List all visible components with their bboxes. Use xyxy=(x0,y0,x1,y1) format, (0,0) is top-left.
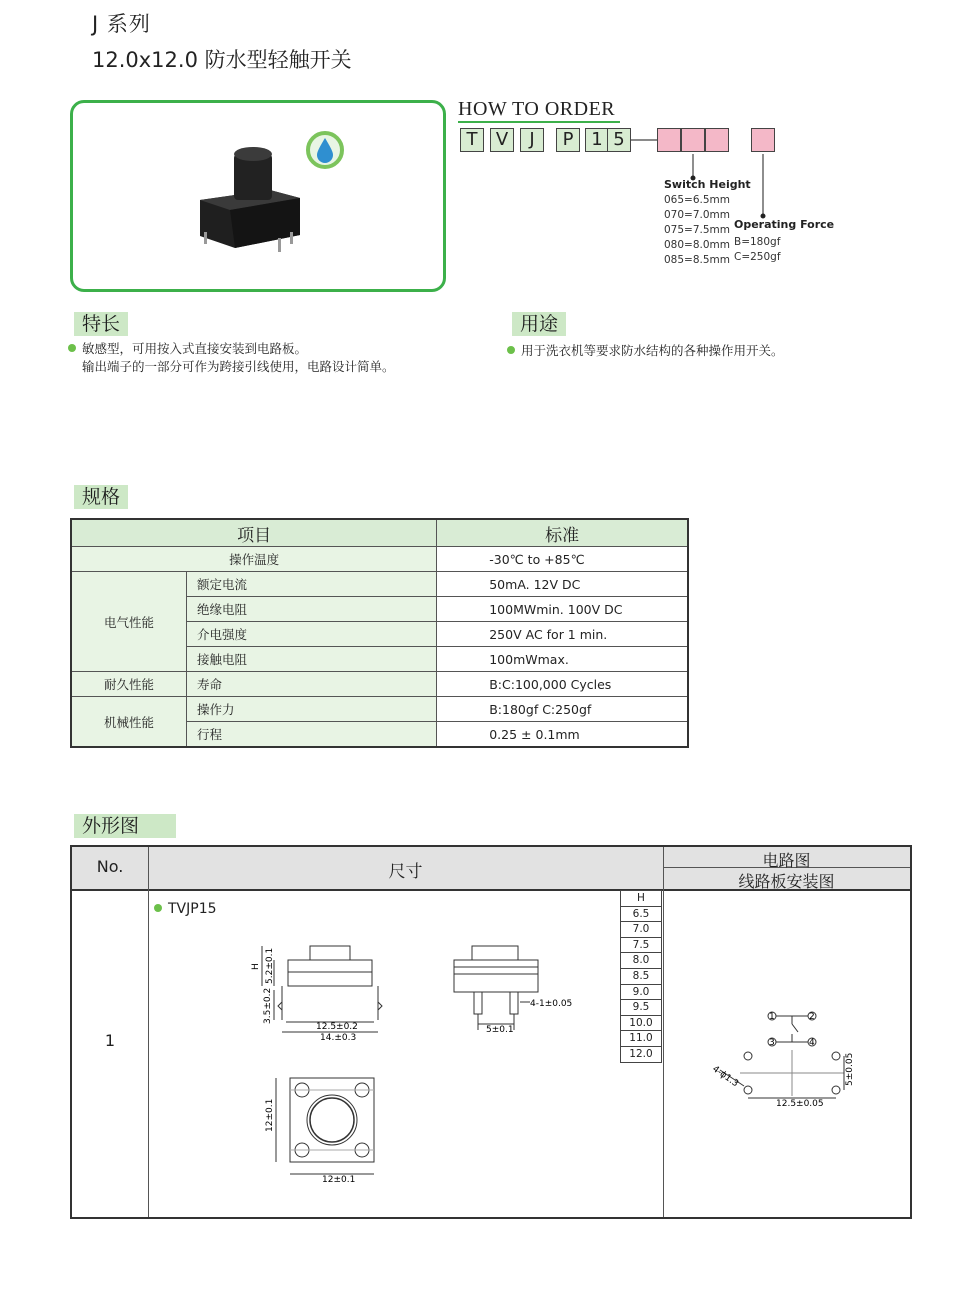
spec-value: B:180gf C:250gf xyxy=(437,697,688,722)
operating-force-label: Operating Force xyxy=(734,218,835,231)
spec-label: 操作力 xyxy=(187,697,437,722)
spec-label: 介电强度 xyxy=(187,622,437,647)
top-view-drawing xyxy=(262,1070,387,1185)
dim-h: H xyxy=(251,963,261,970)
spec-title: 规格 xyxy=(74,485,128,509)
spec-value: B:C:100,000 Cycles xyxy=(437,672,688,697)
spec-label: 行程 xyxy=(187,722,437,748)
pin-label: 2 xyxy=(809,1012,815,1022)
dim-14: 14.±0.3 xyxy=(320,1033,357,1043)
spec-header-standard: 标准 xyxy=(437,519,688,547)
operating-force-options: B=180gf C=250gf xyxy=(734,236,781,263)
switch-height-label: Switch Height xyxy=(664,178,751,191)
row-number: 1 xyxy=(104,1031,116,1050)
pin-label: 1 xyxy=(769,1012,775,1022)
features-title: 特长 xyxy=(74,312,128,336)
page-title: 12.0x12.0 防水型轻触开关 xyxy=(92,48,352,72)
spec-label: 额定电流 xyxy=(187,572,437,597)
col-pcb: 线路板安装图 xyxy=(738,872,835,891)
front-view-drawing xyxy=(450,940,580,1035)
how-to-order-heading: HOW TO ORDER xyxy=(458,98,616,120)
dim-pcb-h: 5±0.05 xyxy=(845,1052,855,1086)
height-table: H 6.5 7.0 7.5 8.0 8.5 9.0 9.5 10.0 11.0 12.0 xyxy=(620,890,662,1063)
col-circuit: 电路图 xyxy=(762,851,811,870)
bullet-icon xyxy=(68,344,76,352)
spec-label: 寿命 xyxy=(187,672,437,697)
height-code-box xyxy=(657,128,681,152)
spec-value: -30℃ to +85℃ xyxy=(437,547,688,572)
bullet-icon xyxy=(154,904,162,912)
side-view-drawing xyxy=(250,940,400,1050)
spec-group: 机械性能 xyxy=(71,697,187,748)
dim-35: 3.5±0.2 xyxy=(263,987,273,1024)
dim-12h: 12±0.1 xyxy=(322,1175,356,1185)
dim-pcb-w: 12.5±0.05 xyxy=(776,1099,824,1109)
outline-title: 外形图 xyxy=(74,814,176,838)
height-code-box xyxy=(681,128,705,152)
spec-value: 100mWmax. xyxy=(437,647,688,672)
switch-height-options: 065=6.5mm 070=7.0mm 075=7.5mm 080=8.0mm 085=8.5mm xyxy=(664,194,730,266)
spec-value: 0.25 ± 0.1mm xyxy=(437,722,688,748)
usage-title: 用途 xyxy=(512,312,566,336)
code-char: P xyxy=(556,128,580,152)
dim-41: 4-1±0.05 xyxy=(530,999,573,1009)
spec-table xyxy=(70,518,689,748)
series-label: J 系列 xyxy=(92,12,151,36)
code-char: 5 xyxy=(607,128,631,152)
spec-group: 耐久性能 xyxy=(71,672,187,697)
spec-group: 电气性能 xyxy=(71,572,187,672)
height-code-box xyxy=(705,128,729,152)
force-code-box xyxy=(751,128,775,152)
dim-12v: 12±0.1 xyxy=(265,1098,275,1132)
dim-52: 5.2±0.1 xyxy=(265,947,275,984)
usage-list: 用于洗衣机等要求防水结构的各种操作用开关。 xyxy=(507,342,784,360)
spec-label: 操作温度 xyxy=(71,547,437,572)
spec-label: 接触电阻 xyxy=(187,647,437,672)
model-label: TVJP15 xyxy=(154,901,217,917)
col-no: No. xyxy=(96,857,124,876)
code-char: 1 xyxy=(585,128,609,152)
dim-125: 12.5±0.2 xyxy=(316,1022,358,1032)
spec-value: 250V AC for 1 min. xyxy=(437,622,688,647)
pin-label: 4 xyxy=(809,1038,815,1048)
bullet-icon xyxy=(507,346,515,354)
spec-value: 100MWmin. 100V DC xyxy=(437,597,688,622)
features-list: 敏感型，可用按入式直接安装到电路板。 输出端子的一部分可作为跨接引线使用，电路设计简单。 xyxy=(68,340,395,376)
heading-underline xyxy=(458,121,620,123)
circuit-pcb-drawing xyxy=(700,1000,870,1115)
dim-pcb-hole: 4-ϕ1.3 xyxy=(710,1064,740,1090)
code-char: T xyxy=(460,128,484,152)
spec-header-item: 项目 xyxy=(71,519,437,547)
code-char: V xyxy=(490,128,514,152)
spec-label: 绝缘电阻 xyxy=(187,597,437,622)
spec-value: 50mA. 12V DC xyxy=(437,572,688,597)
col-size: 尺寸 xyxy=(388,862,423,882)
dim-5: 5±0.1 xyxy=(486,1025,514,1035)
waterproof-icon xyxy=(305,130,345,170)
code-char: J xyxy=(520,128,544,152)
pin-label: 3 xyxy=(769,1038,775,1048)
